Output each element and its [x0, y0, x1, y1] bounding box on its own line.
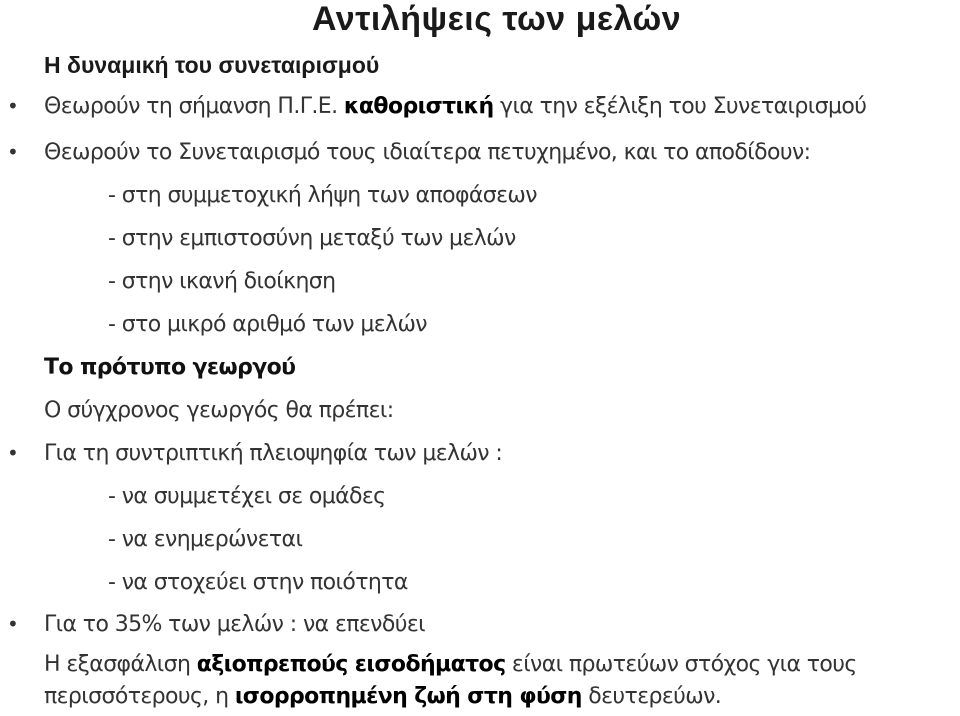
bullet-marker: • — [7, 441, 19, 465]
closing-line-2-pre: περισσότερους, η — [44, 684, 235, 709]
list-item: - να στοχεύει στην ποιότητα — [108, 570, 408, 595]
list-item: - στη συμμετοχική λήψη των αποφάσεων — [108, 183, 537, 208]
list-item: - να συμμετέχει σε ομάδες — [108, 484, 386, 509]
closing-line-2-post: δευτερεύων. — [581, 684, 722, 709]
list-item: - στην ικανή διοίκηση — [108, 269, 336, 294]
bullet-item-pge — [44, 94, 866, 119]
bullet-item-success: Θεωρούν το Συνεταιρισμό τους ιδιαίτερα πετυχημένο, και το αποδίδουν: — [44, 140, 811, 165]
subtitle: Η δυναμική του συνεταιρισμού — [44, 52, 380, 78]
bullet-item-pge-post: για την εξέλιξη του Συνεταιρισμού — [493, 94, 867, 119]
closing-line-2-bold: ισορροπημένη ζωή στη φύση — [234, 684, 582, 709]
section-intro: Ο σύγχρονος γεωργός θα πρέπει: — [44, 398, 394, 423]
page-title: Αντιλήψεις των μελών — [312, 0, 682, 38]
list-item: - στο μικρό αριθμό των μελών — [108, 312, 427, 337]
closing-line-1 — [44, 652, 857, 677]
section-heading: Το πρότυπο γεωργού — [44, 355, 296, 380]
bullet-marker: • — [7, 94, 19, 118]
closing-line-1-pre: Η εξασφάλιση — [44, 652, 197, 677]
closing-line-2 — [44, 684, 721, 709]
bullet-item-invest: Για το 35% των μελών : να επενδύει — [44, 612, 425, 637]
closing-line-1-bold: αξιοπρεπούς εισοδήματος — [196, 652, 506, 677]
bullet-item-pge-bold: καθοριστική — [343, 94, 494, 119]
list-item: - στην εμπιστοσύνη μεταξύ των μελών — [108, 226, 516, 251]
closing-line-1-post: είναι πρωτεύων στόχος για τους — [505, 652, 857, 677]
bullet-marker: • — [7, 140, 19, 164]
bullet-marker: • — [7, 612, 19, 636]
bullet-item-majority: Για τη συντριπτική πλειοψηφία των μελών : — [44, 441, 503, 466]
bullet-item-pge-pre: Θεωρούν τη σήμανση Π.Γ.Ε. — [44, 94, 344, 119]
list-item: - να ενημερώνεται — [108, 527, 303, 552]
